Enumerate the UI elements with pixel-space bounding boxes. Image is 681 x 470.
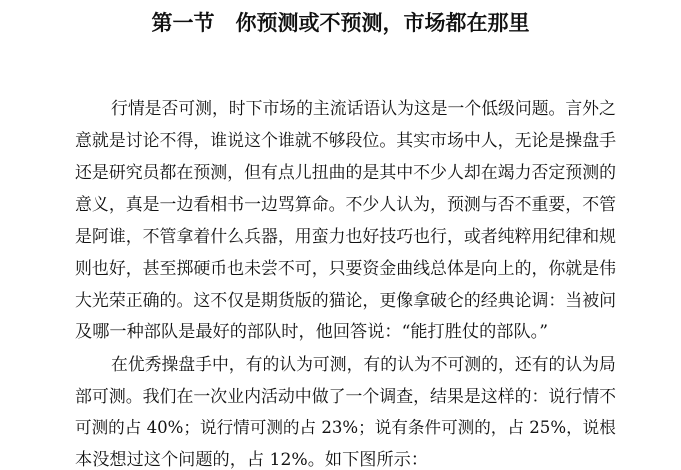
paragraph-line: 还是研究员都在预测，但有点儿扭曲的是其中不少人却在竭力否定预测的 xyxy=(75,162,617,182)
paragraph-line: 本没想过这个问题的，占 12%。如下图所示： xyxy=(75,450,429,470)
paragraph-line: 行情是否可测，时下市场的主流话语认为这是一个低级问题。言外之 xyxy=(111,98,616,118)
paragraph-line: 意义，真是一边看相书一边骂算命。不少人认为，预测与否不重要，不管 xyxy=(75,194,617,214)
section-heading: 第一节 你预测或不预测，市场都在那里 xyxy=(151,10,530,35)
paragraph-line: 意就是讨论不得，谁说这个谁就不够段位。其实市场中人，无论是操盘手 xyxy=(75,130,617,150)
paragraph-line: 大光荣正确的。这不仅是期货版的猫论，更像拿破仑的经典论调：当被问 xyxy=(75,290,617,310)
paragraph-line: 是阿谁，不管拿着什么兵器，用蛮力也好技巧也行，或者纯粹用纪律和规 xyxy=(75,226,617,246)
paragraph-line: 在优秀操盘手中，有的认为可测，有的认为不可测的，还有的认为局 xyxy=(111,354,616,374)
paragraph-line: 则也好，甚至掷硬币也未尝不可，只要资金曲线总体是向上的，你就是伟 xyxy=(75,258,617,278)
paragraph-line: 及哪一种部队是最好的部队时，他回答说：“能打胜仗的部队。” xyxy=(75,322,549,342)
paragraph-line: 可测的占 40%；说行情可测的占 23%；说有条件可测的，占 25%，说根 xyxy=(75,418,616,437)
paragraph-line: 部可测。我们在一次业内活动中做了一个调查，结果是这样的：说行情不 xyxy=(75,386,617,406)
